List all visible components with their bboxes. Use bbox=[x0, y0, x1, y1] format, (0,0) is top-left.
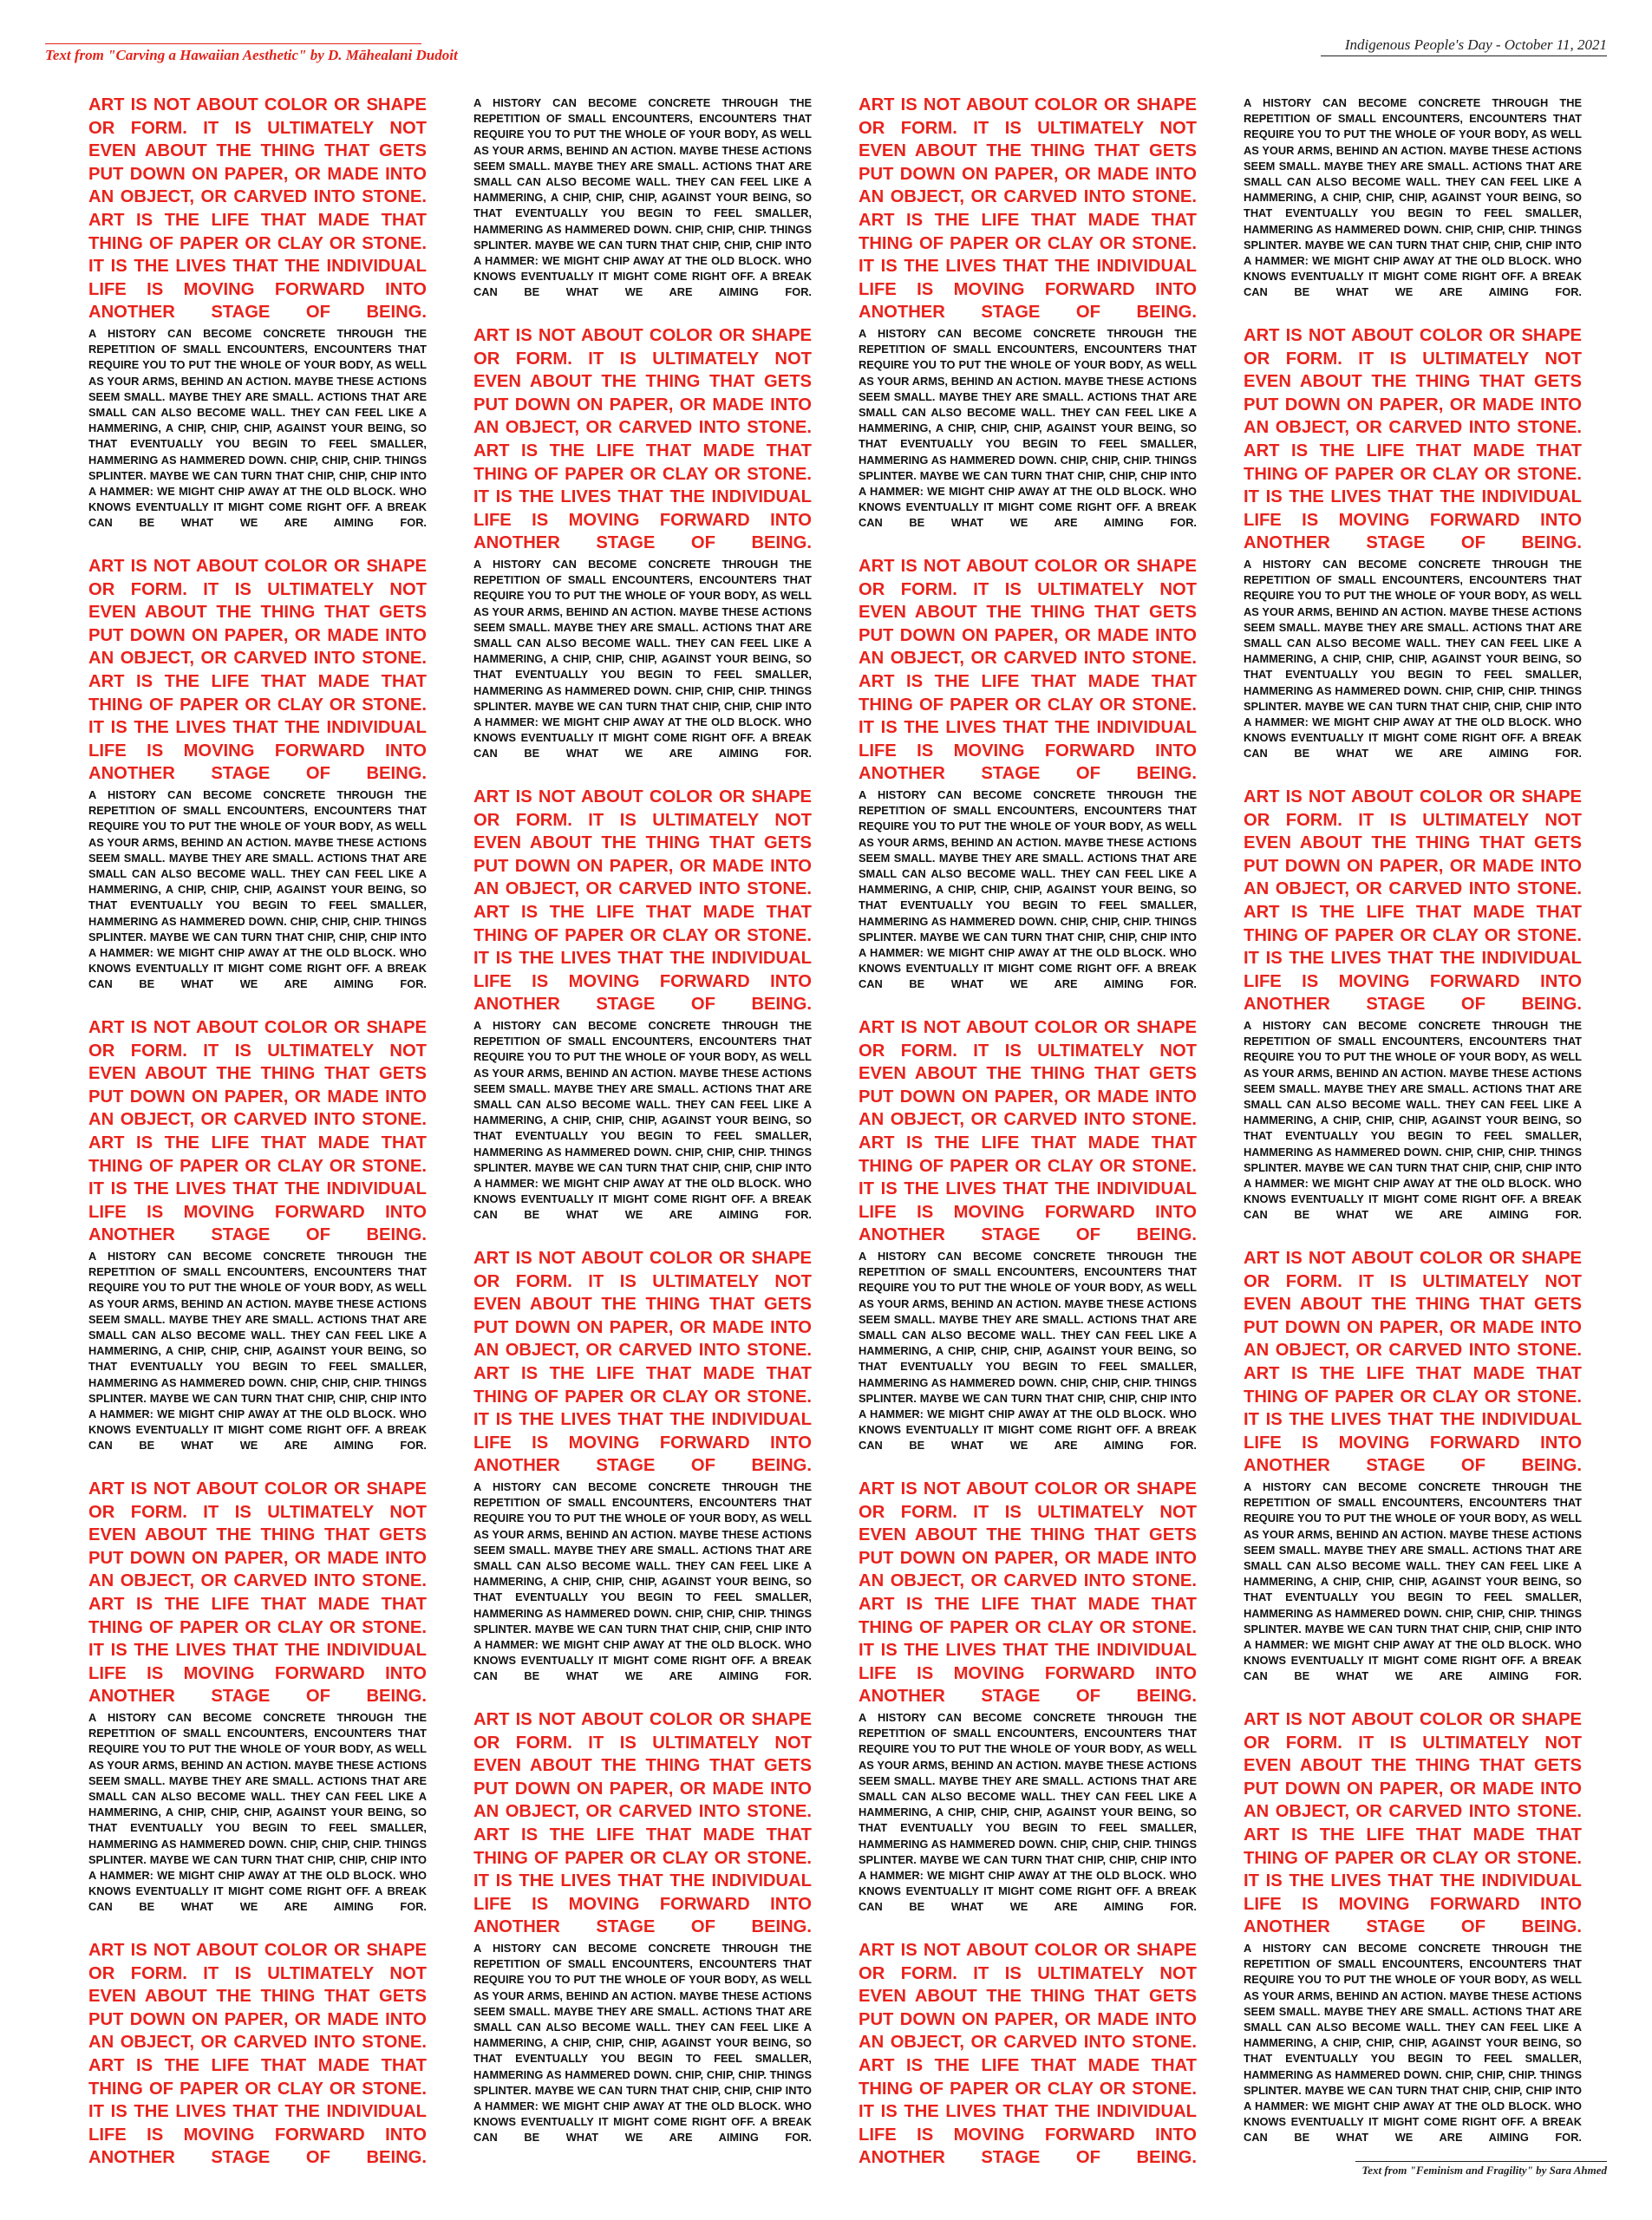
history-quote-block: A HISTORY CAN BECOME CONCRETE THROUGH THE REPETITION OF SMALL ENCOUNTERS, ENCOUNTERS THAT REQUIRE YOU TO PUT THE WHOLE OF YOUR BODY, AS WELL AS YOUR ARMS, BEHIND AN ACTION. MAYBE THESE ACTIONS SEEM SMALL. MAYBE THEY ARE SMALL. ACTIONS THAT ARE SMALL CAN ALSO BECOME WALL. THEY CAN FEEL LIKE A HAMMERING, A CHIP, CHIP, CHIP, AGAINST YOUR BEING, SO THAT EVENTUALLY YOU BEGIN TO FEEL SMALLER, HAMMERING AS HAMMERED DOWN. CHIP, CHIP, CHIP. THINGS SPLINTER. MAYBE WE CAN TURN THAT CHIP, CHIP, CHIP INTO A HAMMER: WE MIGHT CHIP AWAY AT THE OLD BLOCK. WHO KNOWS EVENTUALLY IT MIGHT COME RIGHT OFF. A BREAK CAN BE WHAT WE ARE AIMING FOR. bbox=[473, 1019, 812, 1222]
art-quote-block: ART IS NOT ABOUT COLOR OR SHAPE OR FORM. IT IS ULTIMATELY NOT EVEN ABOUT THE THING THAT GETS PUT DOWN ON PAPER, OR MADE INTO AN OBJECT, OR CARVED INTO STONE. ART IS THE LIFE THAT MADE THAT THING OF PAPER OR CLAY OR STONE. IT IS THE LIVES THAT THE INDIVIDUAL LIFE IS MOVING FORWARD INTO ANOTHER STAGE OF BEING. bbox=[859, 1479, 1197, 1707]
history-quote-block: A HISTORY CAN BECOME CONCRETE THROUGH THE REPETITION OF SMALL ENCOUNTERS, ENCOUNTERS THAT REQUIRE YOU TO PUT THE WHOLE OF YOUR BODY, AS WELL AS YOUR ARMS, BEHIND AN ACTION. MAYBE THESE ACTIONS SEEM SMALL. MAYBE THEY ARE SMALL. ACTIONS THAT ARE SMALL CAN ALSO BECOME WALL. THEY CAN FEEL LIKE A HAMMERING, A CHIP, CHIP, CHIP, AGAINST YOUR BEING, SO THAT EVENTUALLY YOU BEGIN TO FEEL SMALLER, HAMMERING AS HAMMERED DOWN. CHIP, CHIP, CHIP. THINGS SPLINTER. MAYBE WE CAN TURN THAT CHIP, CHIP, CHIP INTO A HAMMER: WE MIGHT CHIP AWAY AT THE OLD BLOCK. WHO KNOWS EVENTUALLY IT MIGHT COME RIGHT OFF. A BREAK CAN BE WHAT WE ARE AIMING FOR. bbox=[1244, 1942, 1582, 2145]
history-quote-block: A HISTORY CAN BECOME CONCRETE THROUGH THE REPETITION OF SMALL ENCOUNTERS, ENCOUNTERS THAT REQUIRE YOU TO PUT THE WHOLE OF YOUR BODY, AS WELL AS YOUR ARMS, BEHIND AN ACTION. MAYBE THESE ACTIONS SEEM SMALL. MAYBE THEY ARE SMALL. ACTIONS THAT ARE SMALL CAN ALSO BECOME WALL. THEY CAN FEEL LIKE A HAMMERING, A CHIP, CHIP, CHIP, AGAINST YOUR BEING, SO THAT EVENTUALLY YOU BEGIN TO FEEL SMALLER, HAMMERING AS HAMMERED DOWN. CHIP, CHIP, CHIP. THINGS SPLINTER. MAYBE WE CAN TURN THAT CHIP, CHIP, CHIP INTO A HAMMER: WE MIGHT CHIP AWAY AT THE OLD BLOCK. WHO KNOWS EVENTUALLY IT MIGHT COME RIGHT OFF. A BREAK CAN BE WHAT WE ARE AIMING FOR. bbox=[473, 1942, 812, 2145]
art-quote-block: ART IS NOT ABOUT COLOR OR SHAPE OR FORM. IT IS ULTIMATELY NOT EVEN ABOUT THE THING THAT GETS PUT DOWN ON PAPER, OR MADE INTO AN OBJECT, OR CARVED INTO STONE. ART IS THE LIFE THAT MADE THAT THING OF PAPER OR CLAY OR STONE. IT IS THE LIVES THAT THE INDIVIDUAL LIFE IS MOVING FORWARD INTO ANOTHER STAGE OF BEING. bbox=[1244, 326, 1582, 553]
history-quote-block: A HISTORY CAN BECOME CONCRETE THROUGH THE REPETITION OF SMALL ENCOUNTERS, ENCOUNTERS THAT REQUIRE YOU TO PUT THE WHOLE OF YOUR BODY, AS WELL AS YOUR ARMS, BEHIND AN ACTION. MAYBE THESE ACTIONS SEEM SMALL. MAYBE THEY ARE SMALL. ACTIONS THAT ARE SMALL CAN ALSO BECOME WALL. THEY CAN FEEL LIKE A HAMMERING, A CHIP, CHIP, CHIP, AGAINST YOUR BEING, SO THAT EVENTUALLY YOU BEGIN TO FEEL SMALLER, HAMMERING AS HAMMERED DOWN. CHIP, CHIP, CHIP. THINGS SPLINTER. MAYBE WE CAN TURN THAT CHIP, CHIP, CHIP INTO A HAMMER: WE MIGHT CHIP AWAY AT THE OLD BLOCK. WHO KNOWS EVENTUALLY IT MIGHT COME RIGHT OFF. A BREAK CAN BE WHAT WE ARE AIMING FOR. bbox=[859, 327, 1197, 530]
history-quote-block: A HISTORY CAN BECOME CONCRETE THROUGH THE REPETITION OF SMALL ENCOUNTERS, ENCOUNTERS THAT REQUIRE YOU TO PUT THE WHOLE OF YOUR BODY, AS WELL AS YOUR ARMS, BEHIND AN ACTION. MAYBE THESE ACTIONS SEEM SMALL. MAYBE THEY ARE SMALL. ACTIONS THAT ARE SMALL CAN ALSO BECOME WALL. THEY CAN FEEL LIKE A HAMMERING, A CHIP, CHIP, CHIP, AGAINST YOUR BEING, SO THAT EVENTUALLY YOU BEGIN TO FEEL SMALLER, HAMMERING AS HAMMERED DOWN. CHIP, CHIP, CHIP. THINGS SPLINTER. MAYBE WE CAN TURN THAT CHIP, CHIP, CHIP INTO A HAMMER: WE MIGHT CHIP AWAY AT THE OLD BLOCK. WHO KNOWS EVENTUALLY IT MIGHT COME RIGHT OFF. A BREAK CAN BE WHAT WE ARE AIMING FOR. bbox=[1244, 558, 1582, 761]
art-quote-block: ART IS NOT ABOUT COLOR OR SHAPE OR FORM. IT IS ULTIMATELY NOT EVEN ABOUT THE THING THAT GETS PUT DOWN ON PAPER, OR MADE INTO AN OBJECT, OR CARVED INTO STONE. ART IS THE LIFE THAT MADE THAT THING OF PAPER OR CLAY OR STONE. IT IS THE LIVES THAT THE INDIVIDUAL LIFE IS MOVING FORWARD INTO ANOTHER STAGE OF BEING. bbox=[859, 557, 1197, 784]
history-quote-block: A HISTORY CAN BECOME CONCRETE THROUGH THE REPETITION OF SMALL ENCOUNTERS, ENCOUNTERS THAT REQUIRE YOU TO PUT THE WHOLE OF YOUR BODY, AS WELL AS YOUR ARMS, BEHIND AN ACTION. MAYBE THESE ACTIONS SEEM SMALL. MAYBE THEY ARE SMALL. ACTIONS THAT ARE SMALL CAN ALSO BECOME WALL. THEY CAN FEEL LIKE A HAMMERING, A CHIP, CHIP, CHIP, AGAINST YOUR BEING, SO THAT EVENTUALLY YOU BEGIN TO FEEL SMALLER, HAMMERING AS HAMMERED DOWN. CHIP, CHIP, CHIP. THINGS SPLINTER. MAYBE WE CAN TURN THAT CHIP, CHIP, CHIP INTO A HAMMER: WE MIGHT CHIP AWAY AT THE OLD BLOCK. WHO KNOWS EVENTUALLY IT MIGHT COME RIGHT OFF. A BREAK CAN BE WHAT WE ARE AIMING FOR. bbox=[473, 96, 812, 299]
source-credit-top: Text from "Carving a Hawaiian Aesthetic" by D. Māhealani Dudoit bbox=[45, 43, 421, 64]
art-quote-block: ART IS NOT ABOUT COLOR OR SHAPE OR FORM. IT IS ULTIMATELY NOT EVEN ABOUT THE THING THAT GETS PUT DOWN ON PAPER, OR MADE INTO AN OBJECT, OR CARVED INTO STONE. ART IS THE LIFE THAT MADE THAT THING OF PAPER OR CLAY OR STONE. IT IS THE LIVES THAT THE INDIVIDUAL LIFE IS MOVING FORWARD INTO ANOTHER STAGE OF BEING. bbox=[88, 1941, 427, 2168]
art-quote-block: ART IS NOT ABOUT COLOR OR SHAPE OR FORM. IT IS ULTIMATELY NOT EVEN ABOUT THE THING THAT GETS PUT DOWN ON PAPER, OR MADE INTO AN OBJECT, OR CARVED INTO STONE. ART IS THE LIFE THAT MADE THAT THING OF PAPER OR CLAY OR STONE. IT IS THE LIVES THAT THE INDIVIDUAL LIFE IS MOVING FORWARD INTO ANOTHER STAGE OF BEING. bbox=[88, 95, 427, 323]
text-grid bbox=[88, 94, 1583, 2166]
art-quote-block: ART IS NOT ABOUT COLOR OR SHAPE OR FORM. IT IS ULTIMATELY NOT EVEN ABOUT THE THING THAT GETS PUT DOWN ON PAPER, OR MADE INTO AN OBJECT, OR CARVED INTO STONE. ART IS THE LIFE THAT MADE THAT THING OF PAPER OR CLAY OR STONE. IT IS THE LIVES THAT THE INDIVIDUAL LIFE IS MOVING FORWARD INTO ANOTHER STAGE OF BEING. bbox=[1244, 1710, 1582, 1937]
art-quote-block: ART IS NOT ABOUT COLOR OR SHAPE OR FORM. IT IS ULTIMATELY NOT EVEN ABOUT THE THING THAT GETS PUT DOWN ON PAPER, OR MADE INTO AN OBJECT, OR CARVED INTO STONE. ART IS THE LIFE THAT MADE THAT THING OF PAPER OR CLAY OR STONE. IT IS THE LIVES THAT THE INDIVIDUAL LIFE IS MOVING FORWARD INTO ANOTHER STAGE OF BEING. bbox=[88, 1479, 427, 1707]
history-quote-block: A HISTORY CAN BECOME CONCRETE THROUGH THE REPETITION OF SMALL ENCOUNTERS, ENCOUNTERS THAT REQUIRE YOU TO PUT THE WHOLE OF YOUR BODY, AS WELL AS YOUR ARMS, BEHIND AN ACTION. MAYBE THESE ACTIONS SEEM SMALL. MAYBE THEY ARE SMALL. ACTIONS THAT ARE SMALL CAN ALSO BECOME WALL. THEY CAN FEEL LIKE A HAMMERING, A CHIP, CHIP, CHIP, AGAINST YOUR BEING, SO THAT EVENTUALLY YOU BEGIN TO FEEL SMALLER, HAMMERING AS HAMMERED DOWN. CHIP, CHIP, CHIP. THINGS SPLINTER. MAYBE WE CAN TURN THAT CHIP, CHIP, CHIP INTO A HAMMER: WE MIGHT CHIP AWAY AT THE OLD BLOCK. WHO KNOWS EVENTUALLY IT MIGHT COME RIGHT OFF. A BREAK CAN BE WHAT WE ARE AIMING FOR. bbox=[88, 327, 427, 530]
history-quote-block: A HISTORY CAN BECOME CONCRETE THROUGH THE REPETITION OF SMALL ENCOUNTERS, ENCOUNTERS THAT REQUIRE YOU TO PUT THE WHOLE OF YOUR BODY, AS WELL AS YOUR ARMS, BEHIND AN ACTION. MAYBE THESE ACTIONS SEEM SMALL. MAYBE THEY ARE SMALL. ACTIONS THAT ARE SMALL CAN ALSO BECOME WALL. THEY CAN FEEL LIKE A HAMMERING, A CHIP, CHIP, CHIP, AGAINST YOUR BEING, SO THAT EVENTUALLY YOU BEGIN TO FEEL SMALLER, HAMMERING AS HAMMERED DOWN. CHIP, CHIP, CHIP. THINGS SPLINTER. MAYBE WE CAN TURN THAT CHIP, CHIP, CHIP INTO A HAMMER: WE MIGHT CHIP AWAY AT THE OLD BLOCK. WHO KNOWS EVENTUALLY IT MIGHT COME RIGHT OFF. A BREAK CAN BE WHAT WE ARE AIMING FOR. bbox=[859, 1711, 1197, 1914]
art-quote-block: ART IS NOT ABOUT COLOR OR SHAPE OR FORM. IT IS ULTIMATELY NOT EVEN ABOUT THE THING THAT GETS PUT DOWN ON PAPER, OR MADE INTO AN OBJECT, OR CARVED INTO STONE. ART IS THE LIFE THAT MADE THAT THING OF PAPER OR CLAY OR STONE. IT IS THE LIVES THAT THE INDIVIDUAL LIFE IS MOVING FORWARD INTO ANOTHER STAGE OF BEING. bbox=[473, 1249, 812, 1476]
history-quote-block: A HISTORY CAN BECOME CONCRETE THROUGH THE REPETITION OF SMALL ENCOUNTERS, ENCOUNTERS THAT REQUIRE YOU TO PUT THE WHOLE OF YOUR BODY, AS WELL AS YOUR ARMS, BEHIND AN ACTION. MAYBE THESE ACTIONS SEEM SMALL. MAYBE THEY ARE SMALL. ACTIONS THAT ARE SMALL CAN ALSO BECOME WALL. THEY CAN FEEL LIKE A HAMMERING, A CHIP, CHIP, CHIP, AGAINST YOUR BEING, SO THAT EVENTUALLY YOU BEGIN TO FEEL SMALLER, HAMMERING AS HAMMERED DOWN. CHIP, CHIP, CHIP. THINGS SPLINTER. MAYBE WE CAN TURN THAT CHIP, CHIP, CHIP INTO A HAMMER: WE MIGHT CHIP AWAY AT THE OLD BLOCK. WHO KNOWS EVENTUALLY IT MIGHT COME RIGHT OFF. A BREAK CAN BE WHAT WE ARE AIMING FOR. bbox=[88, 1250, 427, 1453]
art-quote-block: ART IS NOT ABOUT COLOR OR SHAPE OR FORM. IT IS ULTIMATELY NOT EVEN ABOUT THE THING THAT GETS PUT DOWN ON PAPER, OR MADE INTO AN OBJECT, OR CARVED INTO STONE. ART IS THE LIFE THAT MADE THAT THING OF PAPER OR CLAY OR STONE. IT IS THE LIVES THAT THE INDIVIDUAL LIFE IS MOVING FORWARD INTO ANOTHER STAGE OF BEING. bbox=[1244, 1249, 1582, 1476]
art-quote-block: ART IS NOT ABOUT COLOR OR SHAPE OR FORM. IT IS ULTIMATELY NOT EVEN ABOUT THE THING THAT GETS PUT DOWN ON PAPER, OR MADE INTO AN OBJECT, OR CARVED INTO STONE. ART IS THE LIFE THAT MADE THAT THING OF PAPER OR CLAY OR STONE. IT IS THE LIVES THAT THE INDIVIDUAL LIFE IS MOVING FORWARD INTO ANOTHER STAGE OF BEING. bbox=[88, 1018, 427, 1245]
art-quote-block: ART IS NOT ABOUT COLOR OR SHAPE OR FORM. IT IS ULTIMATELY NOT EVEN ABOUT THE THING THAT GETS PUT DOWN ON PAPER, OR MADE INTO AN OBJECT, OR CARVED INTO STONE. ART IS THE LIFE THAT MADE THAT THING OF PAPER OR CLAY OR STONE. IT IS THE LIVES THAT THE INDIVIDUAL LIFE IS MOVING FORWARD INTO ANOTHER STAGE OF BEING. bbox=[859, 95, 1197, 323]
art-quote-block: ART IS NOT ABOUT COLOR OR SHAPE OR FORM. IT IS ULTIMATELY NOT EVEN ABOUT THE THING THAT GETS PUT DOWN ON PAPER, OR MADE INTO AN OBJECT, OR CARVED INTO STONE. ART IS THE LIFE THAT MADE THAT THING OF PAPER OR CLAY OR STONE. IT IS THE LIVES THAT THE INDIVIDUAL LIFE IS MOVING FORWARD INTO ANOTHER STAGE OF BEING. bbox=[473, 1710, 812, 1937]
art-quote-block: ART IS NOT ABOUT COLOR OR SHAPE OR FORM. IT IS ULTIMATELY NOT EVEN ABOUT THE THING THAT GETS PUT DOWN ON PAPER, OR MADE INTO AN OBJECT, OR CARVED INTO STONE. ART IS THE LIFE THAT MADE THAT THING OF PAPER OR CLAY OR STONE. IT IS THE LIVES THAT THE INDIVIDUAL LIFE IS MOVING FORWARD INTO ANOTHER STAGE OF BEING. bbox=[859, 1018, 1197, 1245]
history-quote-block: A HISTORY CAN BECOME CONCRETE THROUGH THE REPETITION OF SMALL ENCOUNTERS, ENCOUNTERS THAT REQUIRE YOU TO PUT THE WHOLE OF YOUR BODY, AS WELL AS YOUR ARMS, BEHIND AN ACTION. MAYBE THESE ACTIONS SEEM SMALL. MAYBE THEY ARE SMALL. ACTIONS THAT ARE SMALL CAN ALSO BECOME WALL. THEY CAN FEEL LIKE A HAMMERING, A CHIP, CHIP, CHIP, AGAINST YOUR BEING, SO THAT EVENTUALLY YOU BEGIN TO FEEL SMALLER, HAMMERING AS HAMMERED DOWN. CHIP, CHIP, CHIP. THINGS SPLINTER. MAYBE WE CAN TURN THAT CHIP, CHIP, CHIP INTO A HAMMER: WE MIGHT CHIP AWAY AT THE OLD BLOCK. WHO KNOWS EVENTUALLY IT MIGHT COME RIGHT OFF. A BREAK CAN BE WHAT WE ARE AIMING FOR. bbox=[473, 558, 812, 761]
history-quote-block: A HISTORY CAN BECOME CONCRETE THROUGH THE REPETITION OF SMALL ENCOUNTERS, ENCOUNTERS THAT REQUIRE YOU TO PUT THE WHOLE OF YOUR BODY, AS WELL AS YOUR ARMS, BEHIND AN ACTION. MAYBE THESE ACTIONS SEEM SMALL. MAYBE THEY ARE SMALL. ACTIONS THAT ARE SMALL CAN ALSO BECOME WALL. THEY CAN FEEL LIKE A HAMMERING, A CHIP, CHIP, CHIP, AGAINST YOUR BEING, SO THAT EVENTUALLY YOU BEGIN TO FEEL SMALLER, HAMMERING AS HAMMERED DOWN. CHIP, CHIP, CHIP. THINGS SPLINTER. MAYBE WE CAN TURN THAT CHIP, CHIP, CHIP INTO A HAMMER: WE MIGHT CHIP AWAY AT THE OLD BLOCK. WHO KNOWS EVENTUALLY IT MIGHT COME RIGHT OFF. A BREAK CAN BE WHAT WE ARE AIMING FOR. bbox=[859, 788, 1197, 991]
art-quote-block: ART IS NOT ABOUT COLOR OR SHAPE OR FORM. IT IS ULTIMATELY NOT EVEN ABOUT THE THING THAT GETS PUT DOWN ON PAPER, OR MADE INTO AN OBJECT, OR CARVED INTO STONE. ART IS THE LIFE THAT MADE THAT THING OF PAPER OR CLAY OR STONE. IT IS THE LIVES THAT THE INDIVIDUAL LIFE IS MOVING FORWARD INTO ANOTHER STAGE OF BEING. bbox=[859, 1941, 1197, 2168]
source-credit-bottom: Text from "Feminism and Fragility" by Sara Ahmed bbox=[1355, 2161, 1607, 2178]
art-quote-block: ART IS NOT ABOUT COLOR OR SHAPE OR FORM. IT IS ULTIMATELY NOT EVEN ABOUT THE THING THAT GETS PUT DOWN ON PAPER, OR MADE INTO AN OBJECT, OR CARVED INTO STONE. ART IS THE LIFE THAT MADE THAT THING OF PAPER OR CLAY OR STONE. IT IS THE LIVES THAT THE INDIVIDUAL LIFE IS MOVING FORWARD INTO ANOTHER STAGE OF BEING. bbox=[88, 557, 427, 784]
history-quote-block: A HISTORY CAN BECOME CONCRETE THROUGH THE REPETITION OF SMALL ENCOUNTERS, ENCOUNTERS THAT REQUIRE YOU TO PUT THE WHOLE OF YOUR BODY, AS WELL AS YOUR ARMS, BEHIND AN ACTION. MAYBE THESE ACTIONS SEEM SMALL. MAYBE THEY ARE SMALL. ACTIONS THAT ARE SMALL CAN ALSO BECOME WALL. THEY CAN FEEL LIKE A HAMMERING, A CHIP, CHIP, CHIP, AGAINST YOUR BEING, SO THAT EVENTUALLY YOU BEGIN TO FEEL SMALLER, HAMMERING AS HAMMERED DOWN. CHIP, CHIP, CHIP. THINGS SPLINTER. MAYBE WE CAN TURN THAT CHIP, CHIP, CHIP INTO A HAMMER: WE MIGHT CHIP AWAY AT THE OLD BLOCK. WHO KNOWS EVENTUALLY IT MIGHT COME RIGHT OFF. A BREAK CAN BE WHAT WE ARE AIMING FOR. bbox=[88, 788, 427, 991]
history-quote-block: A HISTORY CAN BECOME CONCRETE THROUGH THE REPETITION OF SMALL ENCOUNTERS, ENCOUNTERS THAT REQUIRE YOU TO PUT THE WHOLE OF YOUR BODY, AS WELL AS YOUR ARMS, BEHIND AN ACTION. MAYBE THESE ACTIONS SEEM SMALL. MAYBE THEY ARE SMALL. ACTIONS THAT ARE SMALL CAN ALSO BECOME WALL. THEY CAN FEEL LIKE A HAMMERING, A CHIP, CHIP, CHIP, AGAINST YOUR BEING, SO THAT EVENTUALLY YOU BEGIN TO FEEL SMALLER, HAMMERING AS HAMMERED DOWN. CHIP, CHIP, CHIP. THINGS SPLINTER. MAYBE WE CAN TURN THAT CHIP, CHIP, CHIP INTO A HAMMER: WE MIGHT CHIP AWAY AT THE OLD BLOCK. WHO KNOWS EVENTUALLY IT MIGHT COME RIGHT OFF. A BREAK CAN BE WHAT WE ARE AIMING FOR. bbox=[859, 1250, 1197, 1453]
event-date: Indigenous People's Day - October 11, 2021 bbox=[1321, 36, 1607, 56]
history-quote-block: A HISTORY CAN BECOME CONCRETE THROUGH THE REPETITION OF SMALL ENCOUNTERS, ENCOUNTERS THAT REQUIRE YOU TO PUT THE WHOLE OF YOUR BODY, AS WELL AS YOUR ARMS, BEHIND AN ACTION. MAYBE THESE ACTIONS SEEM SMALL. MAYBE THEY ARE SMALL. ACTIONS THAT ARE SMALL CAN ALSO BECOME WALL. THEY CAN FEEL LIKE A HAMMERING, A CHIP, CHIP, CHIP, AGAINST YOUR BEING, SO THAT EVENTUALLY YOU BEGIN TO FEEL SMALLER, HAMMERING AS HAMMERED DOWN. CHIP, CHIP, CHIP. THINGS SPLINTER. MAYBE WE CAN TURN THAT CHIP, CHIP, CHIP INTO A HAMMER: WE MIGHT CHIP AWAY AT THE OLD BLOCK. WHO KNOWS EVENTUALLY IT MIGHT COME RIGHT OFF. A BREAK CAN BE WHAT WE ARE AIMING FOR. bbox=[1244, 1480, 1582, 1683]
history-quote-block: A HISTORY CAN BECOME CONCRETE THROUGH THE REPETITION OF SMALL ENCOUNTERS, ENCOUNTERS THAT REQUIRE YOU TO PUT THE WHOLE OF YOUR BODY, AS WELL AS YOUR ARMS, BEHIND AN ACTION. MAYBE THESE ACTIONS SEEM SMALL. MAYBE THEY ARE SMALL. ACTIONS THAT ARE SMALL CAN ALSO BECOME WALL. THEY CAN FEEL LIKE A HAMMERING, A CHIP, CHIP, CHIP, AGAINST YOUR BEING, SO THAT EVENTUALLY YOU BEGIN TO FEEL SMALLER, HAMMERING AS HAMMERED DOWN. CHIP, CHIP, CHIP. THINGS SPLINTER. MAYBE WE CAN TURN THAT CHIP, CHIP, CHIP INTO A HAMMER: WE MIGHT CHIP AWAY AT THE OLD BLOCK. WHO KNOWS EVENTUALLY IT MIGHT COME RIGHT OFF. A BREAK CAN BE WHAT WE ARE AIMING FOR. bbox=[1244, 1019, 1582, 1222]
art-quote-block: ART IS NOT ABOUT COLOR OR SHAPE OR FORM. IT IS ULTIMATELY NOT EVEN ABOUT THE THING THAT GETS PUT DOWN ON PAPER, OR MADE INTO AN OBJECT, OR CARVED INTO STONE. ART IS THE LIFE THAT MADE THAT THING OF PAPER OR CLAY OR STONE. IT IS THE LIVES THAT THE INDIVIDUAL LIFE IS MOVING FORWARD INTO ANOTHER STAGE OF BEING. bbox=[473, 787, 812, 1015]
history-quote-block: A HISTORY CAN BECOME CONCRETE THROUGH THE REPETITION OF SMALL ENCOUNTERS, ENCOUNTERS THAT REQUIRE YOU TO PUT THE WHOLE OF YOUR BODY, AS WELL AS YOUR ARMS, BEHIND AN ACTION. MAYBE THESE ACTIONS SEEM SMALL. MAYBE THEY ARE SMALL. ACTIONS THAT ARE SMALL CAN ALSO BECOME WALL. THEY CAN FEEL LIKE A HAMMERING, A CHIP, CHIP, CHIP, AGAINST YOUR BEING, SO THAT EVENTUALLY YOU BEGIN TO FEEL SMALLER, HAMMERING AS HAMMERED DOWN. CHIP, CHIP, CHIP. THINGS SPLINTER. MAYBE WE CAN TURN THAT CHIP, CHIP, CHIP INTO A HAMMER: WE MIGHT CHIP AWAY AT THE OLD BLOCK. WHO KNOWS EVENTUALLY IT MIGHT COME RIGHT OFF. A BREAK CAN BE WHAT WE ARE AIMING FOR. bbox=[1244, 96, 1582, 299]
history-quote-block: A HISTORY CAN BECOME CONCRETE THROUGH THE REPETITION OF SMALL ENCOUNTERS, ENCOUNTERS THAT REQUIRE YOU TO PUT THE WHOLE OF YOUR BODY, AS WELL AS YOUR ARMS, BEHIND AN ACTION. MAYBE THESE ACTIONS SEEM SMALL. MAYBE THEY ARE SMALL. ACTIONS THAT ARE SMALL CAN ALSO BECOME WALL. THEY CAN FEEL LIKE A HAMMERING, A CHIP, CHIP, CHIP, AGAINST YOUR BEING, SO THAT EVENTUALLY YOU BEGIN TO FEEL SMALLER, HAMMERING AS HAMMERED DOWN. CHIP, CHIP, CHIP. THINGS SPLINTER. MAYBE WE CAN TURN THAT CHIP, CHIP, CHIP INTO A HAMMER: WE MIGHT CHIP AWAY AT THE OLD BLOCK. WHO KNOWS EVENTUALLY IT MIGHT COME RIGHT OFF. A BREAK CAN BE WHAT WE ARE AIMING FOR. bbox=[473, 1480, 812, 1683]
history-quote-block: A HISTORY CAN BECOME CONCRETE THROUGH THE REPETITION OF SMALL ENCOUNTERS, ENCOUNTERS THAT REQUIRE YOU TO PUT THE WHOLE OF YOUR BODY, AS WELL AS YOUR ARMS, BEHIND AN ACTION. MAYBE THESE ACTIONS SEEM SMALL. MAYBE THEY ARE SMALL. ACTIONS THAT ARE SMALL CAN ALSO BECOME WALL. THEY CAN FEEL LIKE A HAMMERING, A CHIP, CHIP, CHIP, AGAINST YOUR BEING, SO THAT EVENTUALLY YOU BEGIN TO FEEL SMALLER, HAMMERING AS HAMMERED DOWN. CHIP, CHIP, CHIP. THINGS SPLINTER. MAYBE WE CAN TURN THAT CHIP, CHIP, CHIP INTO A HAMMER: WE MIGHT CHIP AWAY AT THE OLD BLOCK. WHO KNOWS EVENTUALLY IT MIGHT COME RIGHT OFF. A BREAK CAN BE WHAT WE ARE AIMING FOR. bbox=[88, 1711, 427, 1914]
art-quote-block: ART IS NOT ABOUT COLOR OR SHAPE OR FORM. IT IS ULTIMATELY NOT EVEN ABOUT THE THING THAT GETS PUT DOWN ON PAPER, OR MADE INTO AN OBJECT, OR CARVED INTO STONE. ART IS THE LIFE THAT MADE THAT THING OF PAPER OR CLAY OR STONE. IT IS THE LIVES THAT THE INDIVIDUAL LIFE IS MOVING FORWARD INTO ANOTHER STAGE OF BEING. bbox=[473, 326, 812, 553]
art-quote-block: ART IS NOT ABOUT COLOR OR SHAPE OR FORM. IT IS ULTIMATELY NOT EVEN ABOUT THE THING THAT GETS PUT DOWN ON PAPER, OR MADE INTO AN OBJECT, OR CARVED INTO STONE. ART IS THE LIFE THAT MADE THAT THING OF PAPER OR CLAY OR STONE. IT IS THE LIVES THAT THE INDIVIDUAL LIFE IS MOVING FORWARD INTO ANOTHER STAGE OF BEING. bbox=[1244, 787, 1582, 1015]
